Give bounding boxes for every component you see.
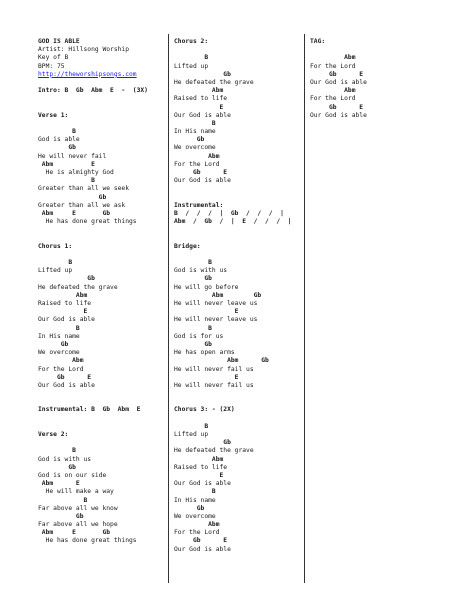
chord-line: Gb <box>174 439 231 447</box>
column-divider-1 <box>168 34 169 583</box>
chord-line: Abm <box>38 357 84 365</box>
section-heading: Verse 1: <box>38 111 69 119</box>
lyric-line: Our God is able <box>38 381 95 389</box>
blank-line <box>174 415 300 423</box>
chord-line: B <box>38 496 88 504</box>
lyric-line: Far above all we know <box>38 504 118 512</box>
lyric-line: God is with us <box>174 267 228 275</box>
chord-line: B <box>174 54 209 62</box>
chord-line: Abm <box>174 87 224 95</box>
website-link[interactable]: http://theworshipsongs.com <box>38 70 137 78</box>
chord-line: Abm <box>310 54 356 62</box>
chord-line: E <box>38 308 88 316</box>
lyric-line: Far above all we hope <box>38 521 118 529</box>
lyric-line: Our God is able <box>174 177 231 185</box>
chord-line: Gb <box>38 275 95 283</box>
lyric-line: BPM: 75 <box>38 62 65 70</box>
section-heading: Chorus 1: <box>38 242 73 250</box>
lyric-line: We overcome <box>174 512 216 520</box>
lyric-line: We overcome <box>174 144 216 152</box>
lyric-line: He is almighty God <box>38 169 114 176</box>
blank-line <box>38 390 164 398</box>
chord-line: B <box>174 324 212 332</box>
lyric-line: For the Lord <box>310 95 356 103</box>
chord-line: Gb E <box>174 537 228 545</box>
lyric-line: Artist: Hillsong Worship <box>38 46 129 54</box>
lyric-line: For the Lord <box>174 529 220 537</box>
section-heading: Chorus 2: <box>174 38 209 45</box>
column-1 <box>38 38 164 546</box>
chord-line: Abm / Gb / | E / / / | <box>174 218 292 226</box>
lyric-line: Greater than all we seek <box>38 185 129 193</box>
section-heading: Chorus 3: - (2X) <box>174 406 235 414</box>
lyric-line: For the Lord <box>38 365 84 373</box>
lyric-line: Our God is able <box>38 316 95 324</box>
chord-line: Abm <box>174 521 220 529</box>
blank-line <box>38 226 164 234</box>
lyric-line: He has open arms <box>174 349 235 357</box>
lyric-line: Lifted up <box>174 62 209 70</box>
lyric-line: Greater than all we ask <box>38 201 126 209</box>
chord-line: Abm Gb <box>174 291 262 299</box>
blank-line <box>310 46 436 54</box>
lyric-line: Lifted up <box>174 431 209 438</box>
chord-line: Gb <box>38 193 107 201</box>
chord-line: Abm E Gb <box>38 529 111 537</box>
blank-line <box>174 235 300 243</box>
chord-line: B <box>174 119 216 127</box>
section-heading: TAG: <box>310 38 326 45</box>
column-2 <box>174 38 300 554</box>
column-3 <box>310 38 436 120</box>
chord-line: Gb <box>174 70 231 78</box>
blank-line <box>174 226 300 234</box>
chord-line: Gb E <box>310 103 364 111</box>
section-heading: Instrumental: <box>174 201 224 209</box>
chord-line: E <box>174 471 224 479</box>
lyric-line: He will never leave us <box>174 316 258 324</box>
chord-line: B <box>38 259 73 267</box>
lyric-line: For the Lord <box>310 62 356 70</box>
chord-line: B <box>38 447 76 455</box>
lyric-line: Our God is able <box>174 545 231 553</box>
chord-line: Gb <box>174 136 205 144</box>
chord-line: B <box>38 128 76 136</box>
chord-line: B <box>174 488 216 496</box>
chord-line: Abm <box>174 152 220 160</box>
chord-line: Gb E <box>38 373 92 381</box>
section-heading: Verse 2: <box>38 431 69 438</box>
section-heading: Bridge: <box>174 242 201 250</box>
blank-line <box>174 398 300 406</box>
chord-line: B <box>174 422 209 430</box>
chord-line: E <box>174 103 224 111</box>
lyric-line: Key of B <box>38 54 69 62</box>
blank-line <box>38 120 164 128</box>
chord-line: Gb E <box>174 169 228 176</box>
chord-line: Abm Gb <box>174 357 269 365</box>
blank-line <box>174 251 300 259</box>
chord-line: B <box>174 259 212 267</box>
lyric-line: We overcome <box>38 349 80 357</box>
blank-line <box>38 95 164 103</box>
blank-line <box>38 79 164 87</box>
chord-line: Gb <box>174 340 212 348</box>
lyric-line: God is for us <box>174 332 224 340</box>
lyric-line: For the Lord <box>174 160 220 168</box>
lyric-line: He defeated the grave <box>38 283 118 291</box>
blank-line <box>174 46 300 54</box>
chord-line: Gb <box>38 144 76 152</box>
blank-line <box>38 439 164 447</box>
lyric-line: Our God is able <box>310 78 367 86</box>
blank-line <box>38 235 164 243</box>
lyric-line: God is on our side <box>38 471 107 479</box>
blank-line <box>38 415 164 423</box>
blank-line <box>174 390 300 398</box>
lyric-line: He has done great things <box>38 218 137 226</box>
chord-line: Abm <box>310 87 356 95</box>
blank-line <box>38 104 164 112</box>
lyric-line: He defeated the grave <box>174 78 254 86</box>
blank-line <box>38 398 164 406</box>
chord-line: Gb <box>38 512 84 520</box>
lyric-line: God is with us <box>38 455 92 463</box>
lyric-line: God is able <box>38 136 80 144</box>
lyric-line: In His name <box>174 128 216 136</box>
lyric-line: Lifted up <box>38 267 73 275</box>
lyric-line: Our God is able <box>310 111 367 119</box>
lyric-line: Raised to life <box>38 300 92 307</box>
lyric-line: He will go before <box>174 283 239 291</box>
blank-line <box>38 423 164 431</box>
chord-line: Gb <box>174 504 205 512</box>
chord-line: B <box>38 177 95 185</box>
chord-line: Gb <box>38 463 76 471</box>
chord-line: Abm <box>174 455 224 463</box>
chord-line: Gb <box>174 275 212 283</box>
chord-line: Abm E <box>38 160 95 168</box>
blank-line <box>38 251 164 259</box>
chord-line: Gb <box>38 340 69 348</box>
chord-line: Abm E Gb <box>38 209 111 217</box>
chord-line: B / / / | Gb / / / | <box>174 209 284 217</box>
lyric-line: He has done great things <box>38 537 137 545</box>
chord-line: E <box>174 308 239 316</box>
lyric-line: Raised to life <box>174 95 228 103</box>
lyric-line: He defeated the grave <box>174 447 254 455</box>
lyric-line: Raised to life <box>174 463 228 471</box>
section-heading: Intro: B Gb Abm E - (3X) <box>38 87 148 95</box>
lyric-line: He will never fail us <box>174 365 254 373</box>
lyric-line: He will never fail <box>38 152 107 160</box>
blank-line <box>174 194 300 202</box>
lyric-line: Our God is able <box>174 111 231 119</box>
chord-line: Abm <box>38 291 88 299</box>
section-heading: GOD IS ABLE <box>38 38 80 45</box>
blank-line <box>174 185 300 193</box>
chord-line: E <box>174 373 239 381</box>
chord-line: B <box>38 324 80 332</box>
chord-line: Abm E <box>38 480 80 488</box>
chord-line: Gb E <box>310 70 364 78</box>
lyric-line: He will make a way <box>38 488 114 496</box>
lyric-line: He will never fail us <box>174 381 254 389</box>
lyric-line: In His name <box>38 332 80 340</box>
lyric-line: In His name <box>174 496 216 504</box>
lyric-line: He will never leave us <box>174 300 258 307</box>
section-heading: Instrumental: B Gb Abm E <box>38 406 141 414</box>
lyric-line: Our God is able <box>174 480 231 488</box>
column-divider-2 <box>304 34 305 583</box>
